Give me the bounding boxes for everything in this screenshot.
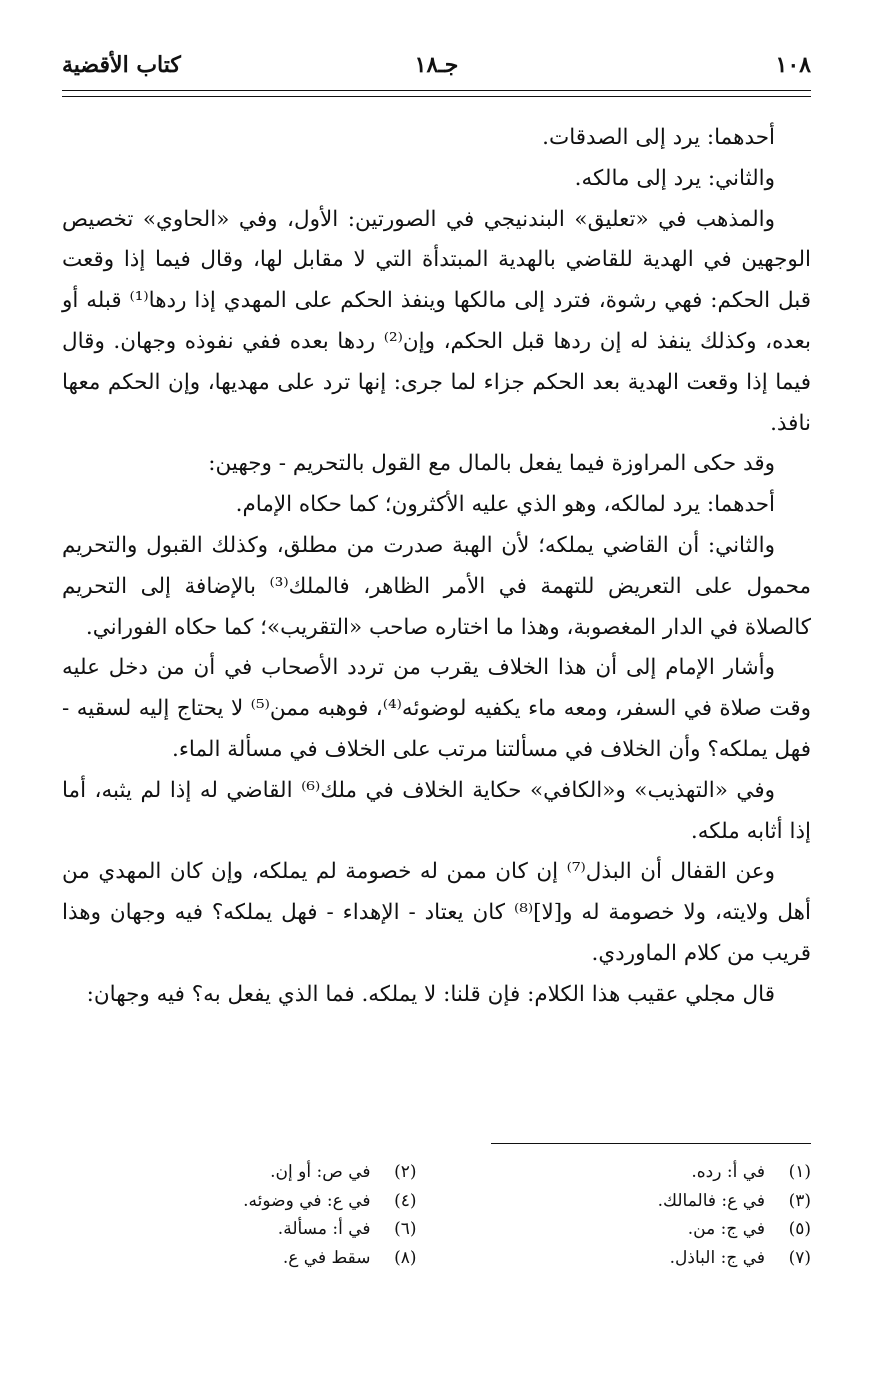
paragraph: وأشار الإمام إلى أن هذا الخلاف يقرب من تردد الأصحاب في أن من دخل عليه وقت صلاة في السفر، ومعه ماء يكفيه لوضوئه⁽⁴⁾، فوهبه ممن⁽⁵⁾ لا يحتاج إليه لسقيه - فهل يملكه؟ وأن الخلاف في مسألتنا مرتب على الخلاف في مسألة الماء. — [62, 655, 811, 762]
footnote-text: في أ: رده. — [691, 1162, 765, 1182]
book-page — [62, 0, 811, 1375]
paragraph: وعن القفال أن البذل⁽⁷⁾ إن كان ممن له خصومة لم يملكه، وإن كان المهدي من أهل ولايته، ولا خصومة له و[لا]⁽⁸⁾ كان يعتاد - الإهداء - فهل يملكه؟ فيه وجهان وهذا قريب من كلام الماوردي. — [62, 859, 811, 966]
paragraph: والمذهب في «تعليق» البندنيجي في الصورتين: الأول، وفي «الحاوي» تخصيص الوجهين في الهدية للقاضي بالهدية المبتدأة التي لا مقابل لها، وقال فيما إذا وقعت قبل الحكم: فهي رشوة، فترد إلى مالكها وينفذ الحكم على المهدي إذا ردها⁽¹⁾ قبله أو بعده، وكذلك ينفذ له إن ردها قبل الحكم، وإن⁽²⁾ ردها بعده ففي نفوذه وجهان. وقال فيما إذا وقعت الهدية بعد الحكم جزاء لما جرى: إنها ترد على مهديها، وإن الحكم معها نافذ. — [62, 206, 811, 436]
footnote-mark: (٧) — [788, 1247, 811, 1268]
footnote-text: سقط في ع. — [282, 1247, 371, 1268]
footnote-mark: (٦) — [394, 1219, 417, 1239]
book-title: كتاب الأقضية — [62, 52, 181, 78]
footnote — [457, 1158, 812, 1187]
footnote-mark: (٤) — [394, 1190, 417, 1211]
footnote-mark: (١) — [788, 1162, 811, 1182]
footnote-text: في ص: أو إن. — [270, 1162, 371, 1182]
paragraph: والثاني: أن القاضي يملكه؛ لأن الهبة صدرت من مطلق، وكذلك القبول والتحريم محمول على التعريض للتهمة في الأمر الظاهر، فالملك⁽³⁾ بالإضافة إلى التحريم كالصلاة في الدار المغصوبة، وهذا ما اختاره صاحب «التقريب»؛ كما حكاه الفوراني. — [62, 532, 811, 640]
footnote-mark: (٨) — [394, 1247, 417, 1268]
paragraph: قال مجلي عقيب هذا الكلام: فإن قلنا: لا يملكه. فما الذي يفعل به؟ فيه وجهان: — [86, 981, 775, 1007]
footnote — [62, 1158, 417, 1187]
footnote — [62, 1244, 417, 1273]
running-head — [62, 52, 811, 92]
footnote-text: في أ: مسألة. — [277, 1219, 371, 1239]
footnote-text: في ع: فالمالك. — [657, 1190, 765, 1211]
main-text — [62, 118, 811, 1016]
paragraph: والثاني: يرد إلى مالكه. — [574, 165, 775, 191]
volume-label: جـ١٨ — [414, 52, 459, 78]
footnote-text: في ج: من. — [687, 1219, 765, 1239]
footnote — [457, 1244, 812, 1273]
footnote — [62, 1215, 417, 1244]
footnote-mark: (٥) — [788, 1219, 811, 1239]
paragraph: وقد حكى المراوزة فيما يفعل بالمال مع القول بالتحريم - وجهين: — [208, 451, 775, 477]
footnotes — [62, 1158, 811, 1272]
paragraph: أحدهما: يرد لمالكه، وهو الذي عليه الأكثرون؛ كما حكاه الإمام. — [235, 492, 775, 518]
footnote — [62, 1187, 417, 1216]
footnote-mark: (٢) — [394, 1162, 417, 1182]
footnote-mark: (٣) — [788, 1190, 811, 1211]
footnote-separator — [491, 1143, 811, 1144]
footnote — [457, 1215, 812, 1244]
page-number: ١٠٨ — [775, 52, 811, 78]
footnote-text: في ج: الباذل. — [669, 1247, 765, 1268]
footnote — [457, 1187, 812, 1216]
paragraph: وفي «التهذيب» و«الكافي» حكاية الخلاف في ملك⁽⁶⁾ القاضي له إذا لم يثبه، أما إذا أثابه ملكه. — [62, 777, 811, 844]
paragraph: أحدهما: يرد إلى الصدقات. — [542, 125, 775, 150]
footnote-text: في ع: في وضوئه. — [243, 1190, 371, 1211]
header-double-rule — [62, 90, 811, 97]
